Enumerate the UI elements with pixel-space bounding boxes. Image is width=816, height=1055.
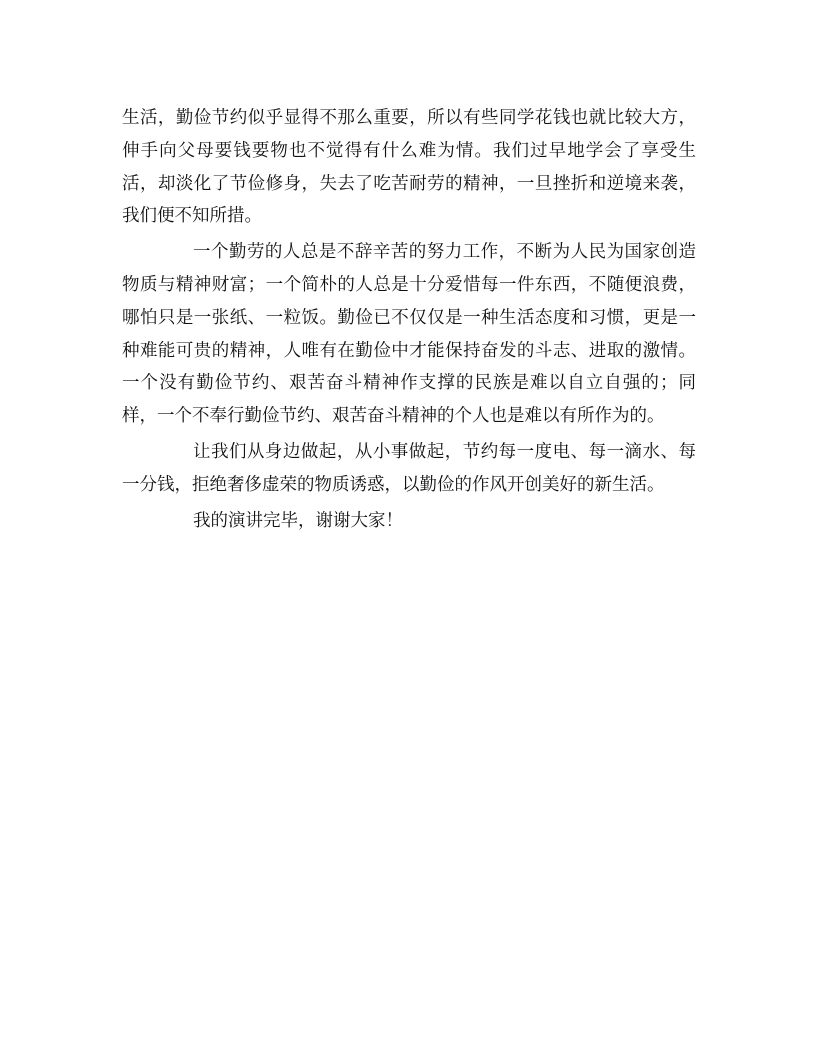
paragraph-closing: 我的演讲完毕，谢谢大家！	[193, 510, 403, 531]
paragraph-call-to-action: 让我们从身边做起，从小事做起，节约每一度电、每一滴水、每一分钱，拒绝奢侈虚荣的物质诱惑，以勤俭的作风开创美好的新生活。	[122, 441, 696, 495]
paragraph-continuation: 生活，勤俭节约似乎显得不那么重要，所以有些同学花钱也就比较大方，伸手向父母要钱要物也不觉得有什么难为情。我们过早地学会了享受生活，却淡化了节俭修身，失去了吃苦耐劳的精神，一旦挫折和逆境来袭，我们便不知所措。	[122, 108, 696, 227]
paragraph-diligence: 一个勤劳的人总是不辞辛苦的努力工作，不断为人民为国家创造物质与精神财富；一个简朴的人总是十分爱惜每一件东西，不随便浪费，哪怕只是一张纸、一粒饭。勤俭已不仅仅是一种生活态度和习惯，更是一种难能可贵的精神，人唯有在勤俭中才能保持奋发的斗志、进取的激情。一个没有勤俭节约、艰苦奋斗精神作支撑的民族是难以自立自强的；同样，一个不奉行勤俭节约、艰苦奋斗精神的个人也是难以有所作为的。	[122, 242, 696, 427]
speech-text-body	[122, 102, 696, 540]
